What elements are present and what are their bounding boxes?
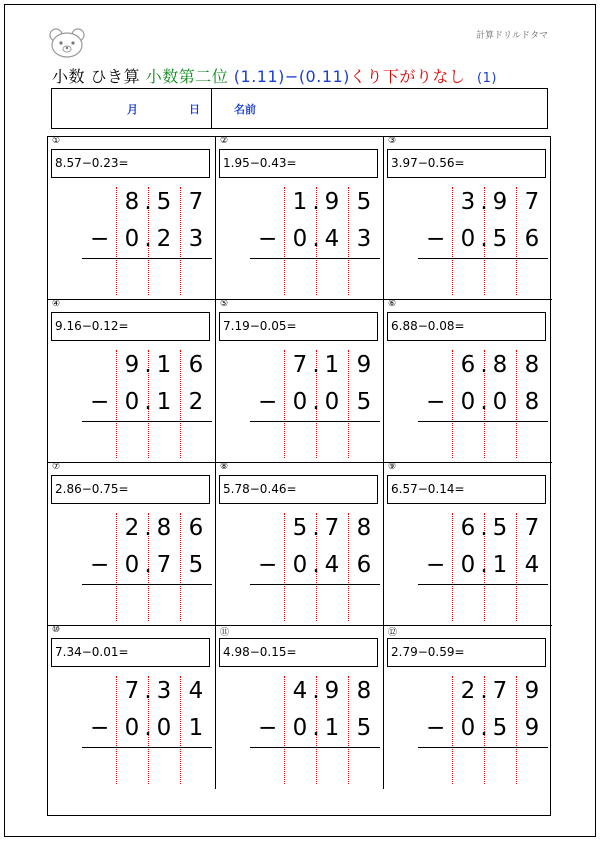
minus-sign: −	[258, 552, 278, 578]
minuend-digit: 9	[324, 189, 340, 215]
problem-number: ⑫	[388, 628, 398, 638]
subtrahend-digit: 0	[460, 389, 476, 415]
answer-area[interactable]	[82, 750, 212, 784]
problem-number: ③	[388, 136, 397, 146]
minuend-digit: 2	[124, 515, 140, 541]
subtrahend-digit: 7	[156, 552, 172, 578]
subtrahend-digit: 1	[492, 552, 508, 578]
subtrahend-digit: 0	[292, 226, 308, 252]
subtrahend-digit: 5	[188, 552, 204, 578]
subtrahend-decimal-point: .	[480, 552, 488, 578]
subtrahend-digit: 6	[524, 226, 540, 252]
answer-area[interactable]	[250, 424, 380, 458]
subtrahend-digit: 5	[492, 226, 508, 252]
problem-cell	[384, 300, 552, 463]
minuend-decimal-point: .	[312, 515, 320, 541]
problem-grid	[47, 136, 551, 816]
minus-sign: −	[90, 389, 110, 415]
subtrahend-digit: 4	[324, 552, 340, 578]
problem-cell	[384, 137, 552, 300]
minuend-digit: 8	[492, 352, 508, 378]
subtrahend-digit: 0	[292, 389, 308, 415]
minuend-digit: 6	[460, 515, 476, 541]
minuend-digit: 8	[524, 352, 540, 378]
minuend-digit: 1	[324, 352, 340, 378]
minuend-decimal-point: .	[312, 678, 320, 704]
minuend-digit: 5	[156, 189, 172, 215]
minus-sign: −	[426, 715, 446, 741]
minuend-digit: 7	[292, 352, 308, 378]
problem-number: ⑪	[220, 628, 230, 638]
problem-cell	[48, 300, 216, 463]
month-label: 月	[127, 103, 138, 116]
subtrahend-digit: 0	[292, 715, 308, 741]
title-part-a: 小数 ひき算	[52, 67, 141, 86]
problem-cell	[216, 463, 384, 626]
answer-line	[82, 584, 212, 585]
problem-equation: 7.19−0.05=	[219, 312, 378, 341]
minuend-digit: 8	[124, 189, 140, 215]
subtrahend-decimal-point: .	[144, 226, 152, 252]
answer-area[interactable]	[250, 587, 380, 621]
minuend-digit: 9	[324, 678, 340, 704]
minus-sign: −	[90, 552, 110, 578]
minuend-digit: 9	[356, 352, 372, 378]
answer-area[interactable]	[82, 424, 212, 458]
subtrahend-digit: 3	[356, 226, 372, 252]
problem-cell	[48, 626, 216, 789]
problem-number: ②	[220, 136, 229, 146]
minuend-digit: 7	[492, 678, 508, 704]
subtrahend-decimal-point: .	[312, 389, 320, 415]
subtrahend-digit: 4	[324, 226, 340, 252]
problem-equation: 1.95−0.43=	[219, 149, 378, 178]
subtrahend-decimal-point: .	[144, 552, 152, 578]
name-field[interactable]	[214, 89, 547, 128]
title-part-b: 小数第二位	[145, 67, 229, 86]
minuend-digit: 5	[292, 515, 308, 541]
subtrahend-decimal-point: .	[480, 389, 488, 415]
name-date-box	[51, 88, 548, 129]
subtrahend-digit: 5	[492, 715, 508, 741]
problem-number: ⑩	[52, 625, 61, 635]
minuend-digit: 1	[156, 352, 172, 378]
minuend-digit: 4	[188, 678, 204, 704]
minuend-digit: 4	[292, 678, 308, 704]
problem-equation: 2.86−0.75=	[51, 475, 210, 504]
answer-line	[418, 258, 548, 259]
answer-area[interactable]	[418, 424, 548, 458]
answer-line	[418, 747, 548, 748]
minus-sign: −	[258, 715, 278, 741]
minuend-decimal-point: .	[144, 515, 152, 541]
minuend-digit: 3	[460, 189, 476, 215]
answer-area[interactable]	[418, 750, 548, 784]
problem-number: ⑥	[388, 299, 397, 309]
subtrahend-digit: 0	[460, 715, 476, 741]
problem-number: ⑧	[220, 462, 229, 472]
page-title	[52, 64, 497, 87]
subtrahend-digit: 9	[524, 715, 540, 741]
minuend-decimal-point: .	[312, 189, 320, 215]
subtrahend-digit: 1	[188, 715, 204, 741]
subtrahend-decimal-point: .	[312, 552, 320, 578]
problem-cell	[216, 626, 384, 789]
minuend-decimal-point: .	[480, 678, 488, 704]
subtrahend-digit: 1	[324, 715, 340, 741]
subtrahend-digit: 6	[356, 552, 372, 578]
subtrahend-digit: 0	[292, 552, 308, 578]
problem-number: ⑨	[388, 462, 397, 472]
subtrahend-digit: 2	[188, 389, 204, 415]
brand-label: 計算ドリルドタマ	[475, 31, 548, 41]
minus-sign: −	[426, 552, 446, 578]
minuend-digit: 9	[524, 678, 540, 704]
subtrahend-digit: 3	[188, 226, 204, 252]
minuend-digit: 8	[356, 678, 372, 704]
minus-sign: −	[426, 389, 446, 415]
minuend-digit: 7	[188, 189, 204, 215]
answer-line	[250, 584, 380, 585]
minuend-digit: 2	[460, 678, 476, 704]
minus-sign: −	[90, 715, 110, 741]
subtrahend-digit: 2	[156, 226, 172, 252]
answer-line	[418, 584, 548, 585]
minuend-decimal-point: .	[144, 189, 152, 215]
minuend-decimal-point: .	[480, 515, 488, 541]
subtrahend-digit: 4	[524, 552, 540, 578]
subtrahend-digit: 0	[324, 389, 340, 415]
problem-number: ①	[52, 136, 61, 146]
problem-number: ④	[52, 299, 61, 309]
subtrahend-digit: 0	[460, 552, 476, 578]
minuend-digit: 6	[188, 515, 204, 541]
answer-line	[250, 258, 380, 259]
minus-sign: −	[426, 226, 446, 252]
subtrahend-digit: 0	[124, 389, 140, 415]
minuend-digit: 6	[460, 352, 476, 378]
problem-equation: 9.16−0.12=	[51, 312, 210, 341]
problem-equation: 4.98−0.15=	[219, 638, 378, 667]
minuend-decimal-point: .	[480, 352, 488, 378]
subtrahend-digit: 0	[124, 715, 140, 741]
problem-cell	[48, 137, 216, 300]
minuend-digit: 7	[324, 515, 340, 541]
problem-cell	[216, 300, 384, 463]
minus-sign: −	[90, 226, 110, 252]
answer-line	[82, 258, 212, 259]
subtrahend-decimal-point: .	[312, 226, 320, 252]
title-number: (1)	[477, 71, 497, 86]
subtrahend-digit: 0	[124, 226, 140, 252]
minuend-digit: 5	[356, 189, 372, 215]
problem-number: ⑤	[220, 299, 229, 309]
minuend-digit: 8	[356, 515, 372, 541]
subtrahend-decimal-point: .	[480, 715, 488, 741]
minuend-digit: 1	[292, 189, 308, 215]
title-part-d: くり下がりなし	[349, 67, 466, 86]
problem-equation: 3.97−0.56=	[387, 149, 546, 178]
problem-cell	[48, 463, 216, 626]
minuend-digit: 7	[524, 515, 540, 541]
problem-equation: 6.88−0.08=	[387, 312, 546, 341]
minuend-decimal-point: .	[480, 189, 488, 215]
subtrahend-decimal-point: .	[480, 226, 488, 252]
subtrahend-digit: 5	[356, 389, 372, 415]
subtrahend-digit: 0	[156, 715, 172, 741]
minuend-digit: 7	[124, 678, 140, 704]
answer-area[interactable]	[82, 261, 212, 295]
subtrahend-digit: 8	[524, 389, 540, 415]
subtrahend-digit: 0	[124, 552, 140, 578]
minuend-decimal-point: .	[312, 352, 320, 378]
subtrahend-digit: 0	[460, 226, 476, 252]
subtrahend-digit: 0	[492, 389, 508, 415]
answer-line	[250, 421, 380, 422]
problem-equation: 2.79−0.59=	[387, 638, 546, 667]
subtrahend-digit: 1	[156, 389, 172, 415]
problem-equation: 6.57−0.14=	[387, 475, 546, 504]
problem-number: ⑦	[52, 462, 61, 472]
minuend-digit: 8	[156, 515, 172, 541]
answer-area[interactable]	[418, 261, 548, 295]
problem-cell	[384, 463, 552, 626]
minuend-digit: 9	[492, 189, 508, 215]
name-label: 名前	[234, 103, 256, 116]
minuend-digit: 7	[524, 189, 540, 215]
namebox-divider	[211, 89, 212, 128]
minuend-decimal-point: .	[144, 678, 152, 704]
minuend-digit: 5	[492, 515, 508, 541]
problem-equation: 8.57−0.23=	[51, 149, 210, 178]
minuend-digit: 6	[188, 352, 204, 378]
subtrahend-digit: 5	[356, 715, 372, 741]
answer-line	[82, 747, 212, 748]
answer-area[interactable]	[250, 750, 380, 784]
answer-area[interactable]	[418, 587, 548, 621]
answer-area[interactable]	[82, 587, 212, 621]
subtrahend-decimal-point: .	[144, 389, 152, 415]
subtrahend-decimal-point: .	[312, 715, 320, 741]
subtrahend-decimal-point: .	[144, 715, 152, 741]
answer-line	[250, 747, 380, 748]
minus-sign: −	[258, 226, 278, 252]
day-label: 日	[189, 103, 200, 116]
problem-cell	[384, 626, 552, 789]
minus-sign: −	[258, 389, 278, 415]
problem-cell	[216, 137, 384, 300]
bear-logo-icon	[48, 27, 86, 59]
minuend-digit: 3	[156, 678, 172, 704]
answer-line	[418, 421, 548, 422]
answer-line	[82, 421, 212, 422]
minuend-digit: 9	[124, 352, 140, 378]
title-part-c: (1.11)−(0.11)	[233, 67, 350, 86]
answer-area[interactable]	[250, 261, 380, 295]
problem-equation: 7.34−0.01=	[51, 638, 210, 667]
problem-equation: 5.78−0.46=	[219, 475, 378, 504]
minuend-decimal-point: .	[144, 352, 152, 378]
